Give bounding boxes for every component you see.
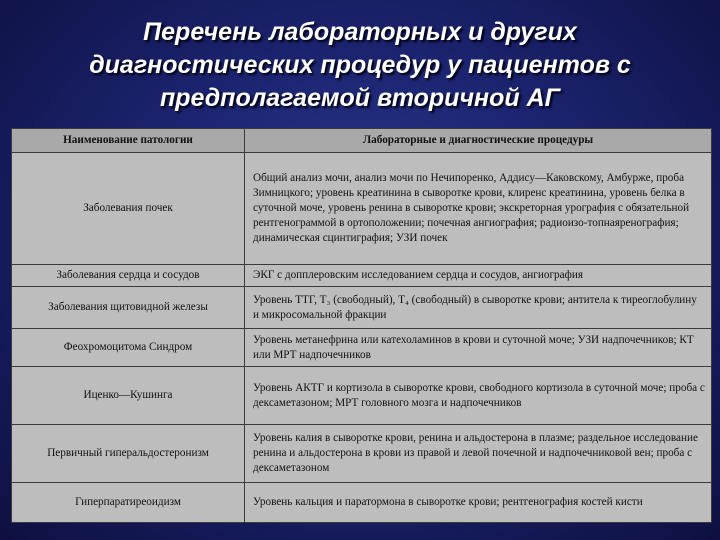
procedures-text: Уровень АКТГ и кортизола в сыворотке крови, свободного кортизола в суточной моче; проба с дексаметазоном; МРТ головного мозга и надпочечников	[245, 367, 712, 425]
pathology-name: Заболевания сердца и сосудов	[12, 265, 245, 287]
table-row	[12, 425, 712, 483]
procedures-text: Общий анализ мочи, анализ мочи по Нечипоренко, Аддису—Каковскому, Амбурже, проба Зимницкого; уровень креатинина в сыворотке крови, клиренс креатинина, уровень белка в суточной моче, уровень ренина в сыворотке крови; экскреторная урография с обязательной рентгенограммой в ортоположении; почечная ангиография; радиоизо-топнаяренография; динамическая сцинтиграфия; УЗИ почек	[245, 153, 712, 265]
procedures-table	[11, 128, 712, 523]
pathology-name: Гиперпаратиреоидизм	[12, 483, 245, 523]
table-row	[12, 329, 712, 367]
header-pathology: Наименование патологии	[12, 129, 245, 153]
header-procedures: Лабораторные и диагностические процедуры	[245, 129, 712, 153]
pathology-name: Иценко—Кушинга	[12, 367, 245, 425]
title-line-1: Перечень лабораторных и других	[143, 18, 577, 46]
table-row	[12, 265, 712, 287]
procedures-text: Уровень метанефрина или катехоламинов в крови и суточной моче; УЗИ надпочечников; КТ или МРТ надпочечников	[245, 329, 712, 367]
pathology-name: Заболевания щитовидной железы	[12, 287, 245, 329]
title-line-3: предполагаемой вторичной АГ	[159, 84, 561, 112]
pathology-name: Первичный гиперальдостеронизм	[12, 425, 245, 483]
title-line-2: диагностических процедур у пациентов с	[89, 51, 631, 79]
table-row	[12, 483, 712, 523]
procedures-text: ЭКГ с допплеровским исследованием сердца и сосудов, ангиография	[245, 265, 712, 287]
page-title	[30, 16, 690, 115]
pathology-name: Заболевания почек	[12, 153, 245, 265]
table-row	[12, 287, 712, 329]
table-row	[12, 153, 712, 265]
procedures-text: Уровень кальция и паратормона в сыворотке крови; рентгенография костей кисти	[245, 483, 712, 523]
table-row	[12, 367, 712, 425]
table-header-row	[12, 129, 712, 153]
pathology-name: Феохромоцитома Синдром	[12, 329, 245, 367]
procedures-text: Уровень ТТГ, Т₃ (свободный), Т₄ (свободный) в сыворотке крови; антитела к тиреоглобулину и микросомальной фракции	[245, 287, 712, 329]
procedures-text: Уровень калия в сыворотке крови, ренина и альдостерона в плазме; раздельное исследование ренина и альдостерона в крови из правой и левой почечной и надпочечниковой вен; проба с дексаметазоном	[245, 425, 712, 483]
